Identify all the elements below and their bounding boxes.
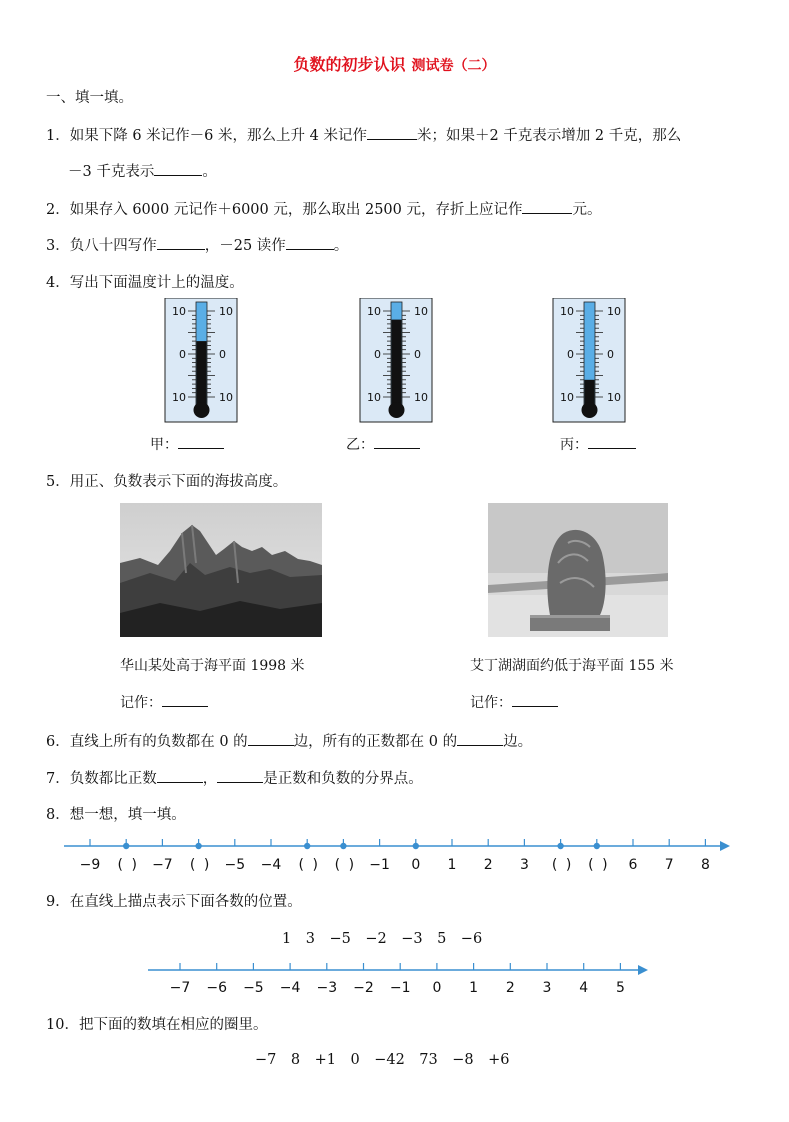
thermometer-scale-label: 10 [219,305,233,318]
axis-tick-label: −9 [79,857,101,873]
number-line-q8 [60,828,730,878]
thermometer-mercury [392,320,402,408]
axis-blank-close: ) [565,857,572,873]
q10-numbers: −7 8 +1 0 −42 73 −8 +6 [255,1052,510,1068]
axis-tick-label: 3 [519,857,529,873]
thermometer-answer-jia [150,434,224,454]
thermometer-0 [165,298,237,422]
q2-blank[interactable] [522,199,572,214]
axis-tick-label: 7 [664,857,674,873]
mountain-record [120,692,208,712]
axis-blank-close: ) [203,857,210,873]
q1-blank-2[interactable] [154,161,202,176]
thermometer-label-jia: 甲： [150,437,178,453]
lake-record-label: 记作： [470,695,512,711]
q7-text-a: 7．负数都比正数 [46,771,157,787]
axis-blank-open: ( [551,857,558,873]
thermometer-scale-label: 0 [567,348,574,361]
axis-tick-label: −6 [206,980,228,996]
axis-tick-label: −4 [260,857,282,873]
thermometer-answer-bing [560,434,636,454]
axis-tick-label: −3 [316,980,338,996]
thermometer-scale-label: 10 [414,391,428,404]
thermometer-scale-label: 10 [560,391,574,404]
axis-tick-label: −2 [353,980,374,996]
section-heading: 一、填一填。 [46,90,133,106]
lake-caption: 艾丁湖湖面约低于海平面 155 米 [470,658,674,674]
axis-blank-open: ( [117,857,123,873]
thermometer-scale-label: 0 [414,348,421,361]
q3-text-c: 。 [333,238,349,254]
thermometer-label-bing: 丙： [560,437,588,453]
q7-blank-2[interactable] [217,768,263,783]
question-1-line-1 [46,124,681,145]
axis-blank-open: ( [189,857,196,873]
rock-monument-photo [488,503,668,637]
lake-record [470,692,558,712]
axis-dot [557,843,563,849]
axis-blank-open: ( [588,857,594,873]
title-main: 负数的初步认识 [293,55,406,74]
lake-record-blank[interactable] [512,692,558,707]
thermometer-scale-label: 0 [607,348,614,361]
axis-arrow [720,841,730,851]
axis-tick-label: −7 [152,857,173,873]
axis-dot [304,843,310,849]
thermometer-answer-yi [346,434,420,454]
thermometer-scale-label: 10 [607,305,621,318]
axis-blank-open: ( [298,857,304,873]
question-8: 8．想一想，填一填。 [46,807,186,823]
thermometer-2 [553,298,625,422]
thermometer-scale-label: 0 [179,348,186,361]
axis-tick-label: −4 [279,980,301,996]
thermometer-bulb [389,402,405,418]
thermometer-scale-label: 10 [560,305,574,318]
axis-dot [340,843,346,849]
thermometer-scale-label: 0 [374,348,381,361]
q1-text-b: 米；如果＋2 千克表示增加 2 千克，那么 [416,128,682,144]
mountain-record-blank[interactable] [162,692,208,707]
axis-dot [195,843,201,849]
axis-tick-label: 2 [505,980,515,996]
thermometer-scale-label: 10 [172,391,186,404]
q6-text-a: 6．直线上所有的负数都在 0 的 [46,734,248,750]
q6-text-c: 边。 [503,734,533,750]
axis-blank-close: ) [602,857,608,873]
question-4: 4．写出下面温度计上的温度。 [46,275,244,291]
axis-tick-label: 0 [432,980,442,996]
q3-text-b: ，－25 读作 [204,238,286,254]
question-2 [46,198,601,219]
thermometer-1 [360,298,432,422]
question-6 [46,730,532,751]
thermometer-bulb [194,402,210,418]
thermometer-blank-jia[interactable] [178,434,224,449]
thermometer-scale-label: 10 [414,305,428,318]
axis-tick-label: 2 [483,857,493,873]
thermometer-bulb [582,402,598,418]
title-sub: 测试卷（二） [411,58,496,74]
axis-tick-label: 1 [469,980,479,996]
axis-tick-label: −7 [169,980,191,996]
q3-blank-1[interactable] [157,235,205,250]
axis-tick-label: 8 [700,857,710,873]
thermometer-scale-label: 0 [219,348,226,361]
q7-blank-1[interactable] [157,768,203,783]
question-1-line-2 [68,160,217,181]
axis-tick-label: 1 [447,857,457,873]
axis-dot [594,843,600,849]
axis-dot [123,843,129,849]
question-3 [46,234,348,255]
axis-blank-close: ) [312,857,318,873]
q6-blank-2[interactable] [457,731,503,746]
q9-numbers: 1 3 −5 −2 −3 5 −6 [282,931,483,947]
thermometer-blank-yi[interactable] [374,434,420,449]
q3-text-a: 3．负八十四写作 [46,238,157,254]
axis-arrow [638,965,648,975]
mountain-record-label: 记作： [120,695,162,711]
q6-blank-1[interactable] [248,731,294,746]
question-9: 9．在直线上描点表示下面各数的位置。 [46,894,302,910]
q2-text-a: 2．如果存入 6000 元记作＋6000 元，那么取出 2500 元，存折上应记作 [46,202,523,218]
q2-text-b: 元。 [572,202,602,218]
number-line-q9 [140,958,650,1000]
thermometer-label-yi: 乙： [346,437,374,453]
thermometer-scale-label: 10 [607,391,621,404]
question-7 [46,767,423,788]
axis-blank-close: ) [131,857,137,873]
thermometer-scale-label: 10 [172,305,186,318]
q7-text-b: ， [202,771,218,787]
q3-blank-2[interactable] [286,235,334,250]
thermometer-group [150,298,670,433]
axis-tick-label: 4 [579,980,589,996]
axis-tick-label: 5 [615,980,625,996]
thermometer-scale-label: 10 [367,391,381,404]
page-title [0,52,789,75]
q6-text-b: 边，所有的正数都在 0 的 [293,734,458,750]
q7-text-c: 是正数和负数的分界点。 [263,771,423,787]
thermometer-blank-bing[interactable] [588,434,636,449]
axis-tick-label: 6 [628,857,638,873]
axis-blank-open: ( [334,857,341,873]
axis-blank-close: ) [348,857,355,873]
question-5: 5．用正、负数表示下面的海拔高度。 [46,474,288,490]
thermometer-scale-label: 10 [219,391,233,404]
axis-tick-label: −1 [369,857,390,873]
axis-dot [413,843,419,849]
q1-text-d: 。 [202,164,217,180]
q1-text-a: 1．如果下降 6 米记作－6 米，那么上升 4 米记作 [46,128,367,144]
axis-tick-label: −5 [243,980,264,996]
question-10: 10．把下面的数填在相应的圈里。 [46,1017,268,1033]
axis-tick-label: 0 [411,857,421,873]
q1-blank-1[interactable] [367,125,417,140]
mountain-caption: 华山某处高于海平面 1998 米 [120,658,305,674]
axis-tick-label: −5 [224,857,246,873]
mountain-photo [120,503,322,637]
axis-tick-label: 3 [542,980,552,996]
thermometer-mercury [197,341,207,408]
q1-text-c: －3 千克表示 [68,164,155,180]
thermometer-scale-label: 10 [367,305,381,318]
axis-tick-label: −1 [389,980,411,996]
